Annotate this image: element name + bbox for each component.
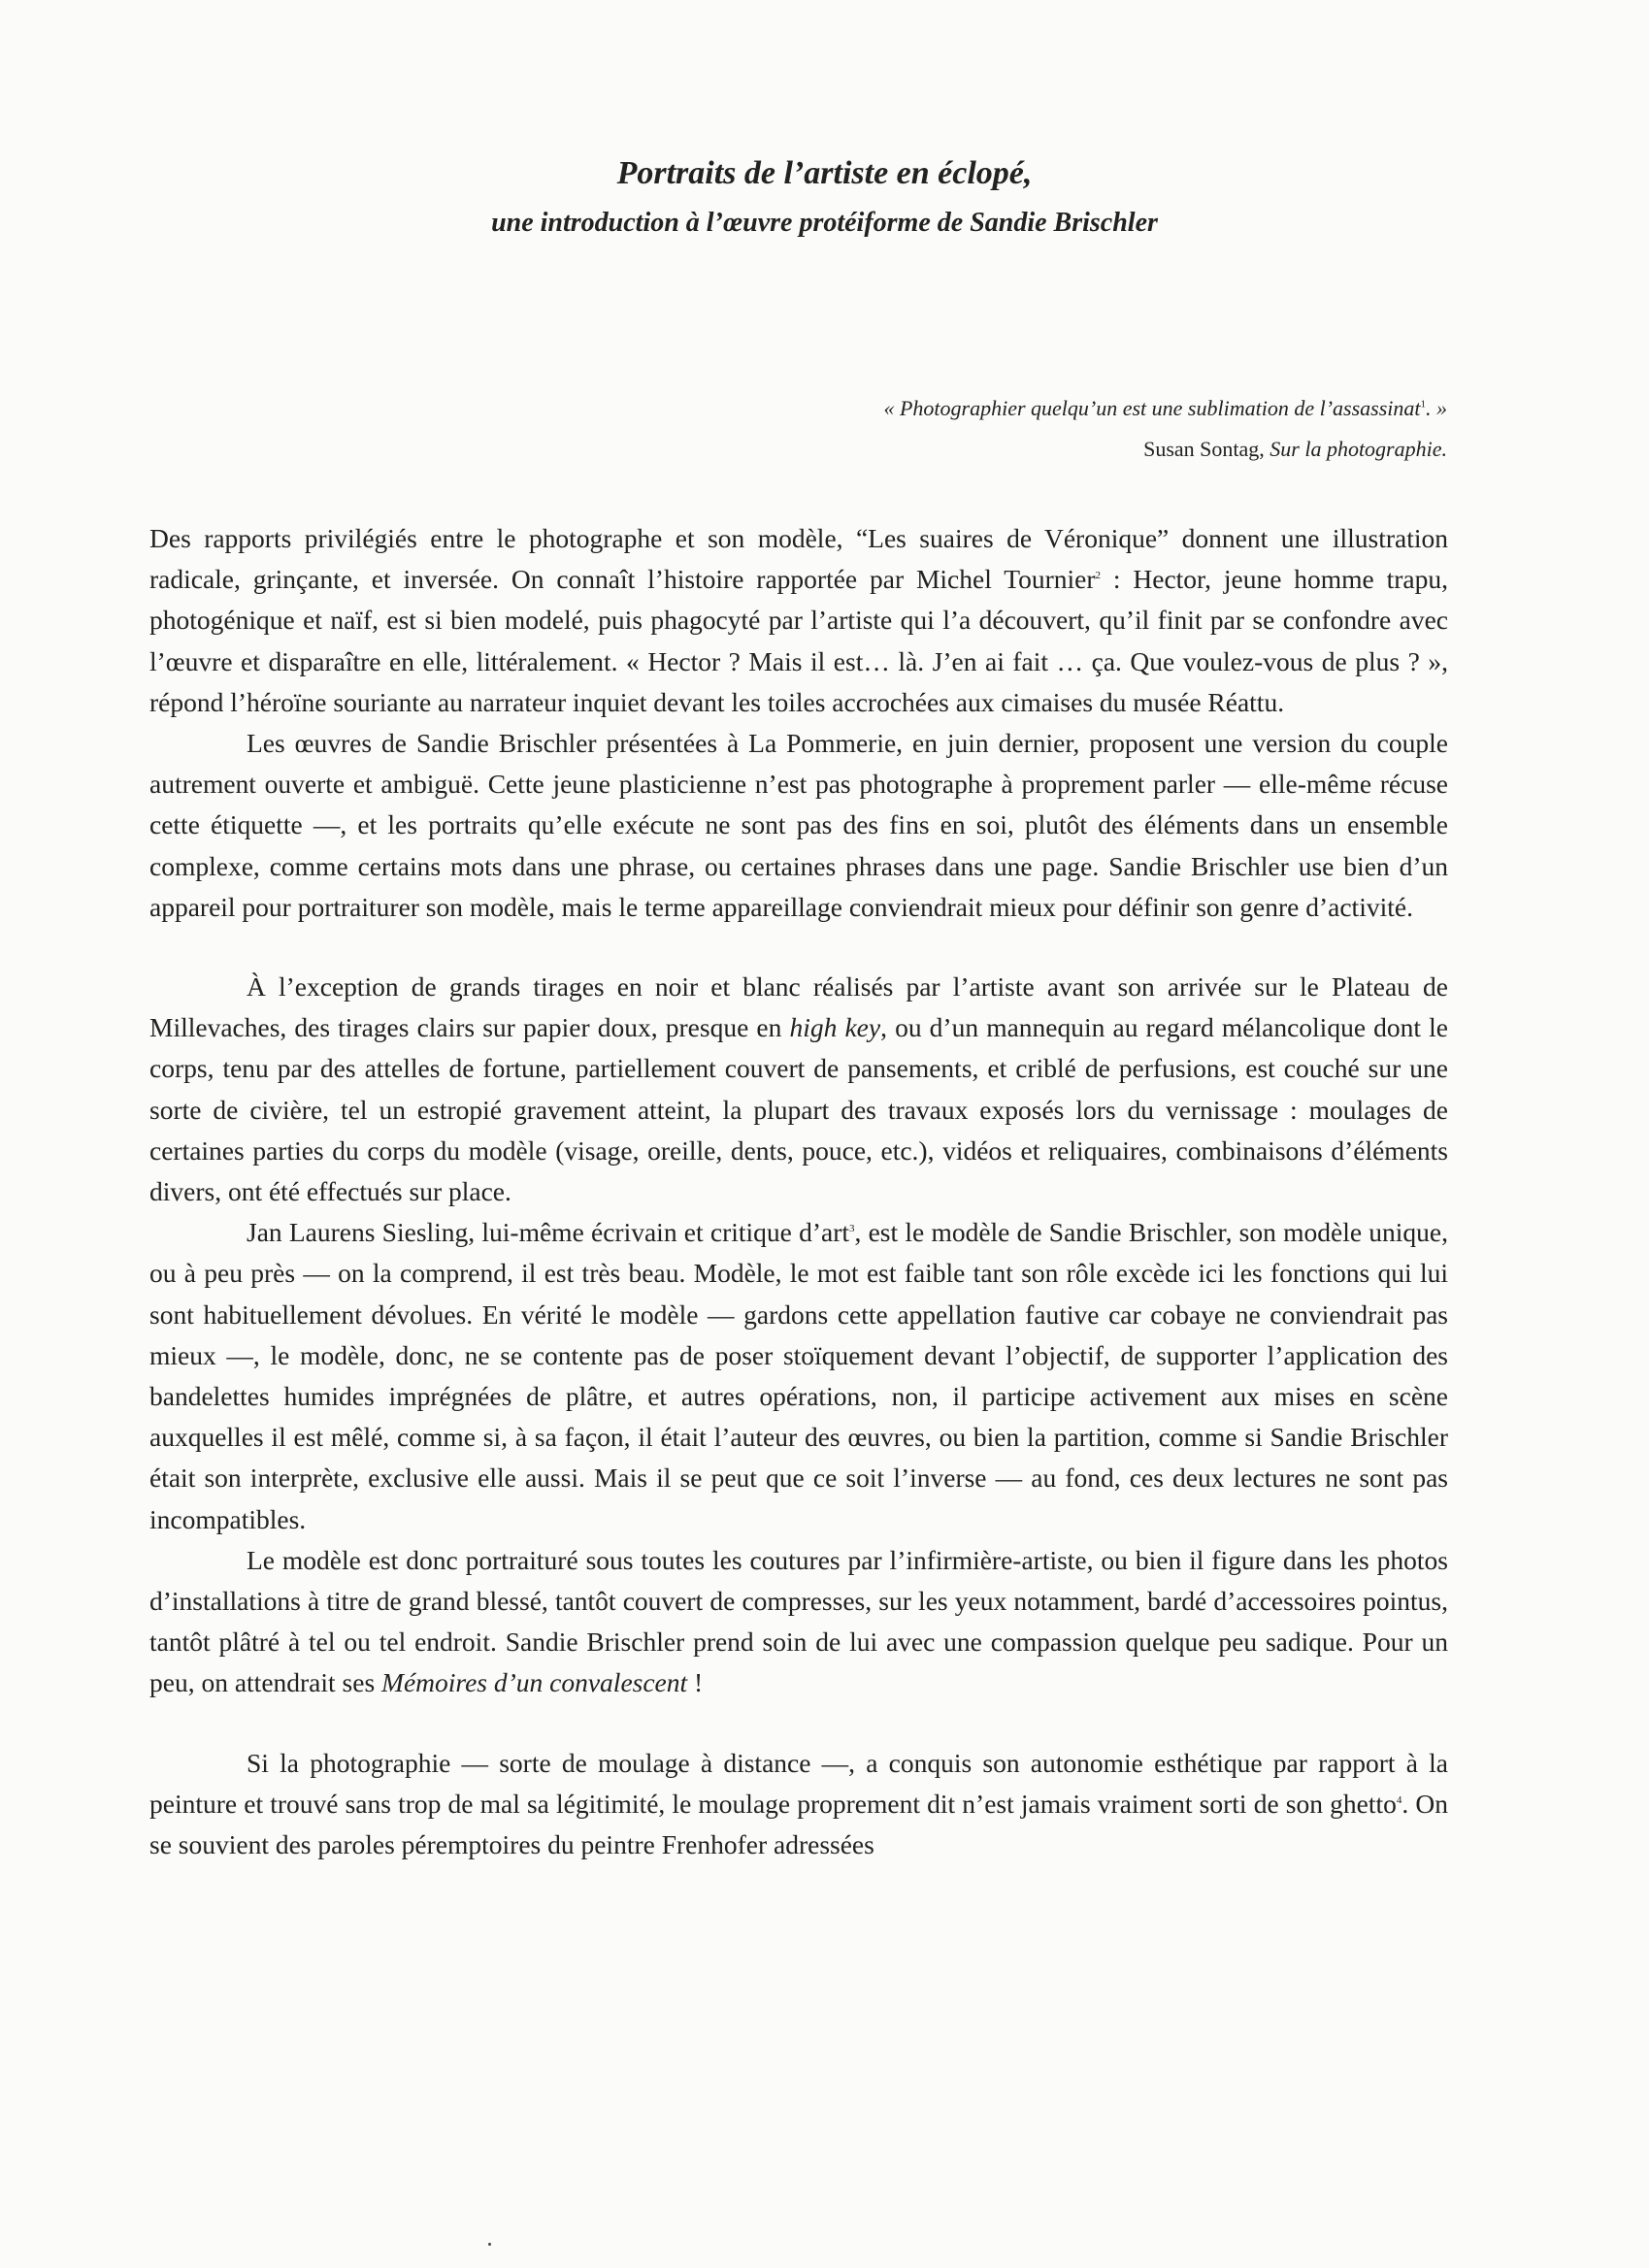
epigraph-quote: « Photographier quelqu’un est une sublimation de l’assassinat (883, 396, 1421, 420)
paragraph-3 (149, 967, 1448, 1212)
paragraph-3-text-a: À l’exception de grands tirages en noir et blanc réalisés par l’artiste avant son arrivée sur le Plateau de Millevaches, des tirages clairs sur papier doux, presque en (149, 971, 1448, 1043)
paragraph-3-text-b: , ou d’un mannequin au regard mélancolique dont le corps, tenu par des attelles de fortune, partiellement couvert de pansements, et criblé de perfusions, est couché sur une sorte de civière, tel un estropié gravement atteint, la plupart des travaux exposés lors du vernissage : moulages de certaines parties du corps du modèle (visage, oreille, dents, pouce, etc.), vidéos et reliquaires, combinaisons d’éléments divers, ont été effectués sur place. (149, 1012, 1448, 1207)
epigraph-attribution (883, 429, 1447, 470)
paragraph-4-text-b: , est le modèle de Sandie Brischler, son modèle unique, ou à peu près — on la comprend, il est très beau. Modèle, le mot est faible tant son rôle excède ici les fonctions qui lui sont habituellement dévolues. En vérité le modèle — gardons cette appellation fautive car cobaye ne conviendrait pas mieux —, le modèle, donc, ne se contente pas de poser stoïquement devant l’objectif, de supporter l’application des bandelettes humides imprégnées de plâtre, et autres opérations, non, il participe activement aux mises en scène auxquelles il est mêlé, comme si, à sa façon, il était l’auteur des œuvres, ou bien la partition, comme si Sandie Brischler était son interprète, exclusive elle aussi. Mais il se peut que ce soit l’inverse — au fond, ces deux lectures ne sont pas incompatibles. (149, 1217, 1448, 1534)
paragraph-5-text-b: ! (687, 1667, 704, 1698)
footnote-ref-3: 3 (849, 1223, 855, 1235)
epigraph (883, 388, 1447, 470)
paragraph-6-text-b: . On se souvient des paroles péremptoires du peintre Frenhofer adressées (149, 1788, 1448, 1860)
scan-speck (488, 2243, 491, 2246)
paragraph-6-text-a: Si la photographie — sorte de moulage à distance —, a conquis son autonomie esthétique par rapport à la peinture et trouvé sans trop de mal sa légitimité, le moulage proprement dit n’est jamais vraiment sorti de son ghetto (149, 1747, 1448, 1819)
paragraph-1-text-a: Des rapports privilégiés entre le photographe et son modèle, “Les suaires de Véronique” donnent une illustration radicale, grinçante, et inversée. On connaît l’histoire rapportée par Michel Tournier (149, 523, 1448, 595)
paragraph-5-text-a: Le modèle est donc portraituré sous toutes les coutures par l’infirmière-artiste, ou bien il figure dans les photos d’installations à titre de grand blessé, tantôt couvert de compresses, sur les yeux notamment, bardé d’accessoires pointus, tantôt plâtré à tel ou tel endroit. Sandie Brischler prend soin de lui avec une compassion quelque peu sadique. Pour un peu, on attendrait ses (149, 1544, 1448, 1698)
epigraph-author: Susan Sontag, (1143, 437, 1270, 461)
epigraph-quote-end: . » (1426, 396, 1447, 420)
body-text (149, 518, 1448, 1865)
paragraph-4-text-a: Jan Laurens Siesling, lui-même écrivain et critique d’art (247, 1217, 849, 1248)
paragraph-5-emphasis: Mémoires d’un convalescent (381, 1667, 688, 1698)
paragraph-1 (149, 518, 1448, 723)
footnote-ref-4: 4 (1396, 1793, 1402, 1806)
paragraph-4 (149, 1212, 1448, 1540)
paragraph-2: Les œuvres de Sandie Brischler présentées à La Pommerie, en juin dernier, proposent une version du couple autrement ouverte et ambiguë. Cette jeune plasticienne n’est pas photographe à proprement parler — elle-même récuse cette étiquette —, et les portraits qu’elle exécute ne sont pas des fins en soi, plutôt des éléments dans un ensemble complexe, comme certains mots dans une phrase, ou certaines phrases dans une page. Sandie Brischler use bien d’un appareil pour portraiturer son modèle, mais le terme appareillage conviendrait mieux pour définir son genre d’activité. (149, 728, 1448, 922)
paragraph-1-text-b: : Hector, jeune homme trapu, photogénique et naïf, est si bien modelé, puis phagocyté par l’artiste qui l’a découvert, qu’il finit par se confondre avec l’œuvre et disparaître en elle, littéralement. « Hector ? Mais il est… là. J’en ai fait … ça. Que voulez-vous de plus ? », répond l’héroïne souriante au narrateur inquiet devant les toiles accrochées aux cimaises du musée Réattu. (149, 564, 1448, 717)
epigraph-quote-line (883, 388, 1447, 429)
document-title: Portraits de l’artiste en éclopé, (616, 155, 1033, 191)
epigraph-source: Sur la photographie. (1270, 437, 1447, 461)
document-subtitle: une introduction à l’œuvre protéiforme de Sandie Brischler (491, 208, 1158, 238)
footnote-ref-2: 2 (1095, 570, 1102, 582)
paragraph-3-emphasis: high key (789, 1012, 881, 1043)
footnote-ref-1: 1 (1420, 398, 1426, 411)
paragraph-6 (149, 1743, 1448, 1866)
paragraph-5 (149, 1540, 1448, 1704)
